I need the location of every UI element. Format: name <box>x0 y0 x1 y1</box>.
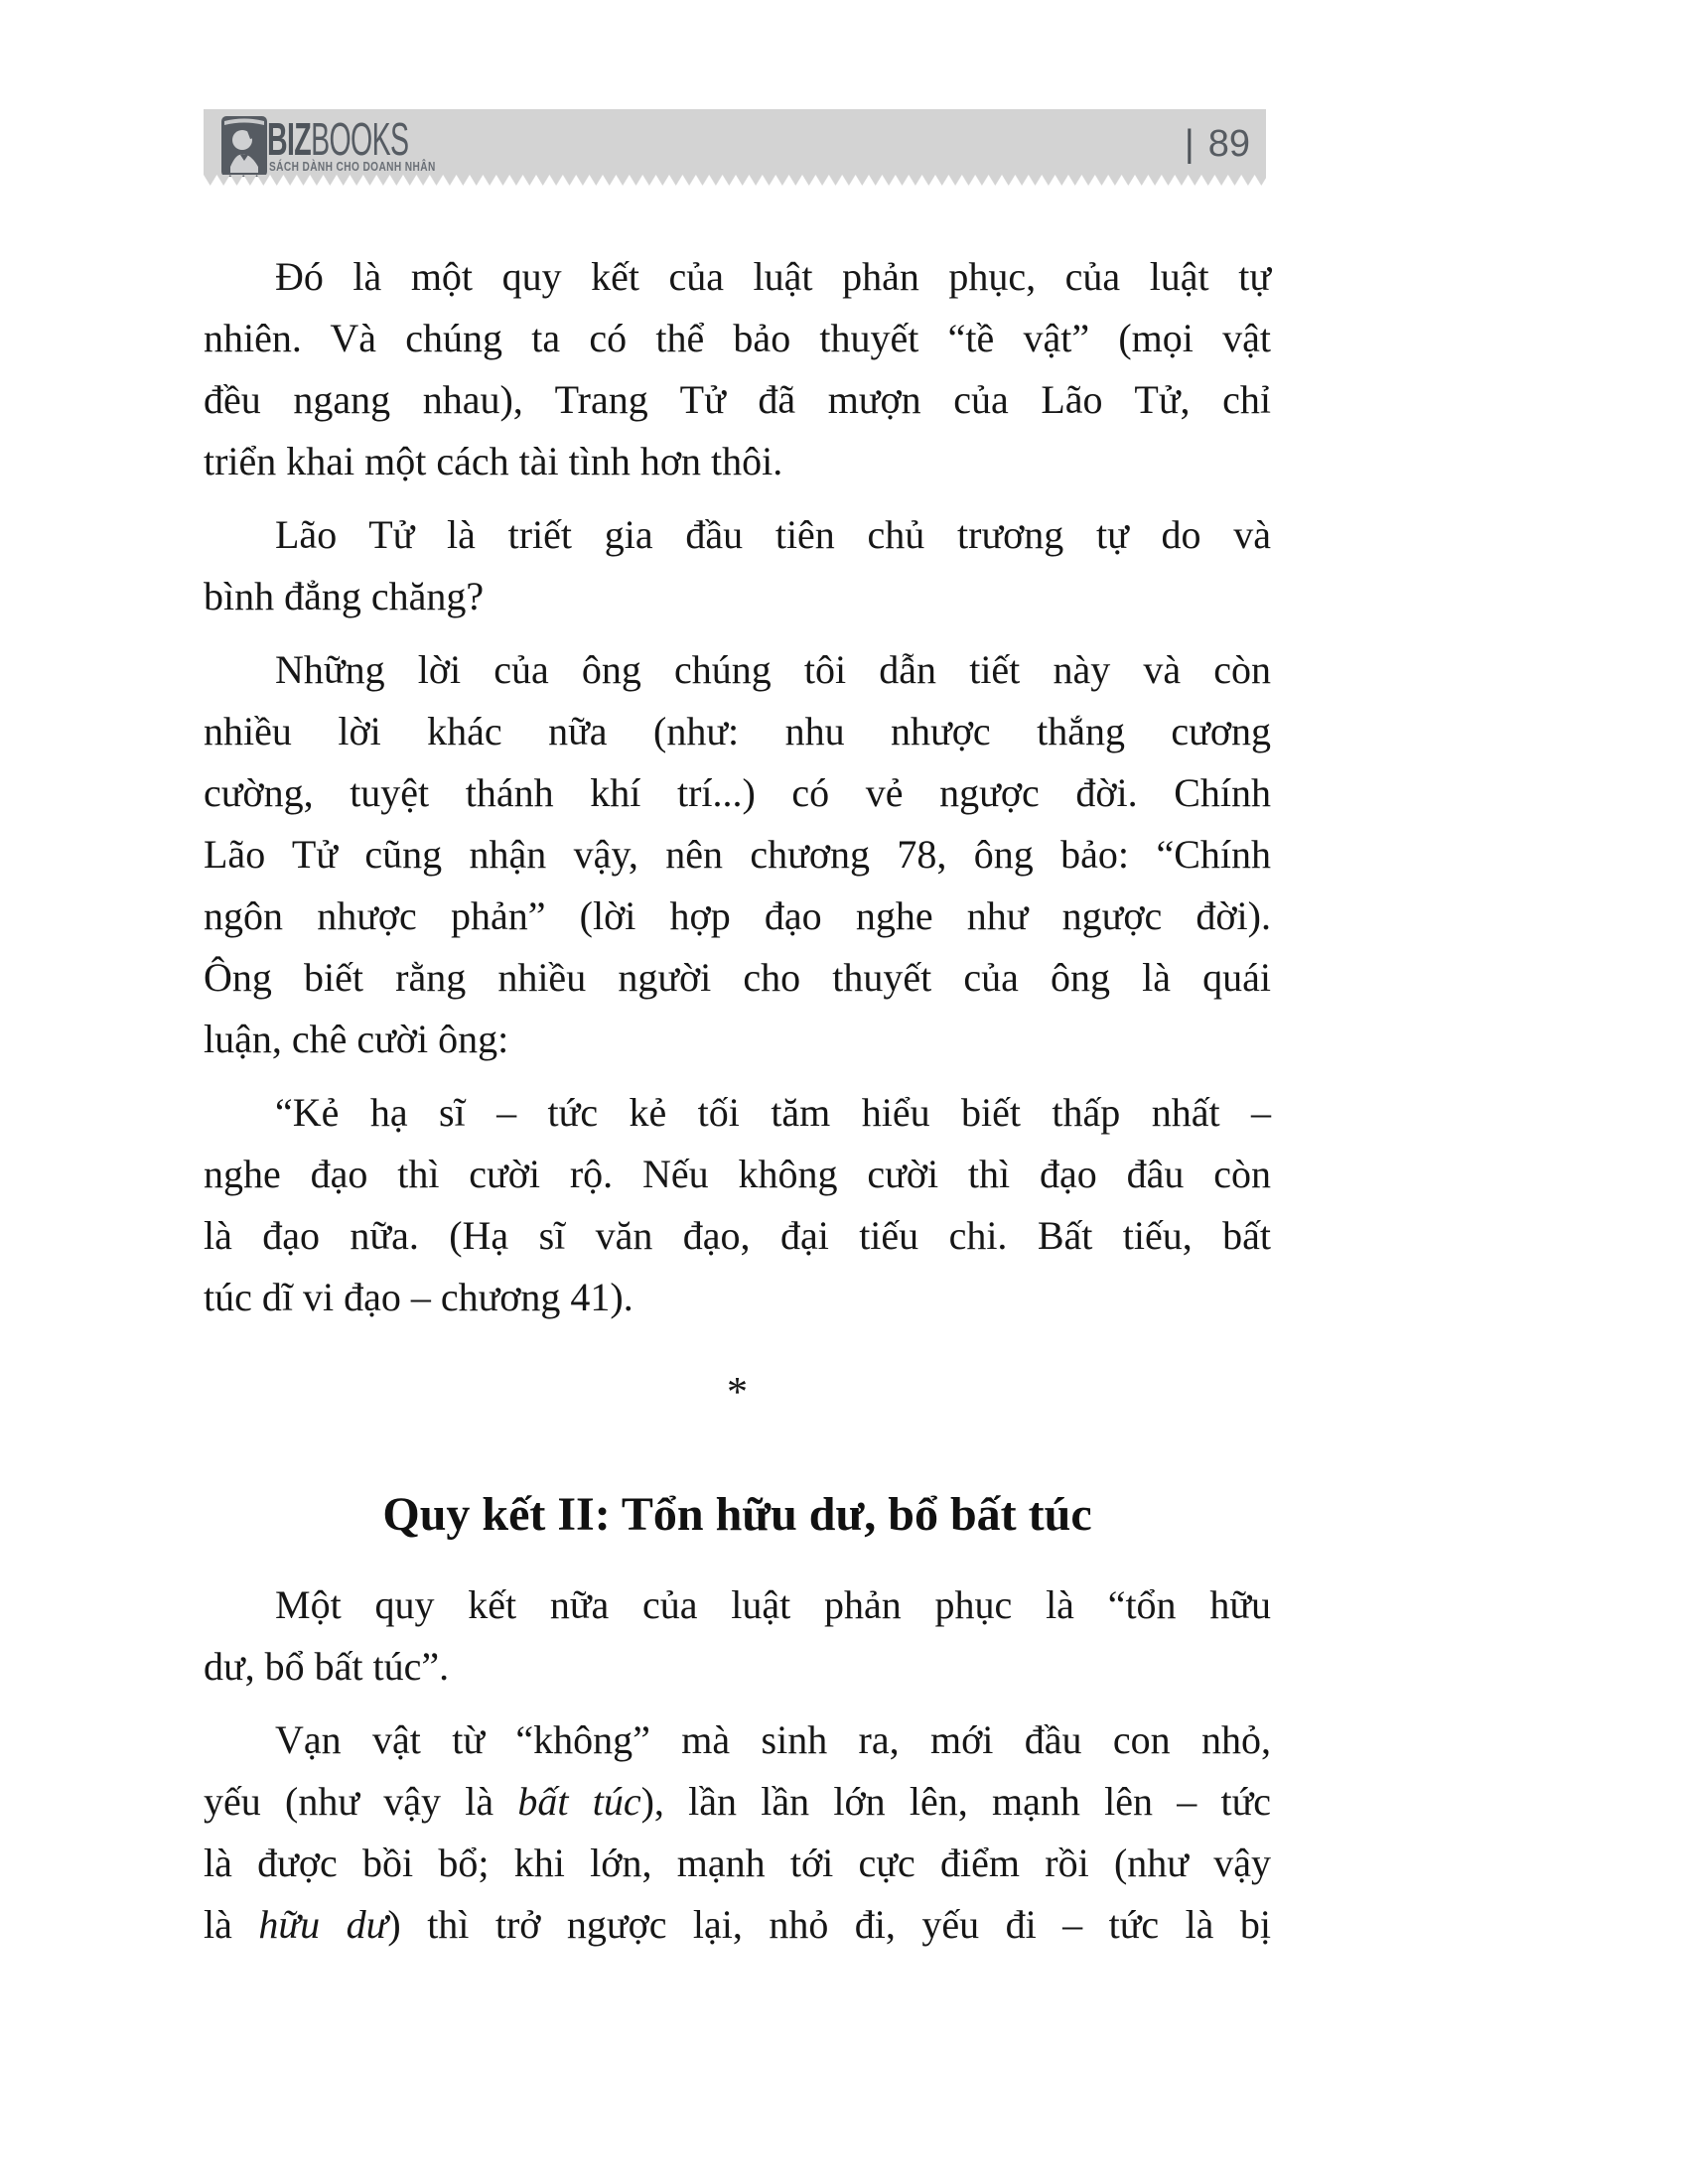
text-line: Một quy kết nữa của luật phản phục là “tổn hữu <box>275 1582 1271 1627</box>
pipe-separator: | <box>1184 123 1195 165</box>
body-text <box>204 246 1271 1956</box>
text-line: là được bồi bổ; khi lớn, mạnh tới cực điểm rồi (như vậy <box>204 1841 1271 1885</box>
brand-tagline: SÁCH DÀNH CHO DOANH NHÂN <box>269 159 436 174</box>
text-line: nhiên. Và chúng ta có thể bảo thuyết “tề vật” (mọi vật <box>204 316 1271 360</box>
text-line: túc dĩ vi đạo – chương 41). <box>204 1275 633 1319</box>
text-line: Vạn vật từ “không” mà sinh ra, mới đầu con nhỏ, <box>275 1717 1271 1762</box>
text-line: nhiều lời khác nữa (như: nhu nhược thắng cương <box>204 709 1271 753</box>
header-zigzag-edge <box>204 175 1266 186</box>
paragraph-1 <box>204 246 1271 492</box>
text-line: nghe đạo thì cười rộ. Nếu không cười thì đạo đâu còn <box>204 1152 1271 1196</box>
text-line: dư, bổ bất túc”. <box>204 1644 450 1689</box>
paragraph-3 <box>204 639 1271 1070</box>
text-line: là hữu dư) thì trở ngược lại, nhỏ đi, yếu đi – tức là bị <box>204 1902 1271 1947</box>
page-number: 89 <box>1207 123 1250 165</box>
text-line: Đó là một quy kết của luật phản phục, của luật tự <box>275 254 1271 299</box>
section-heading: Quy kết II: Tổn hữu dư, bổ bất túc <box>382 1488 1092 1541</box>
paragraph-4 <box>204 1082 1271 1328</box>
text-line: triển khai một cách tài tình hơn thôi. <box>204 439 783 483</box>
brand-biz: BIZ <box>267 113 312 165</box>
text-line: bình đẳng chăng? <box>204 574 485 618</box>
text-line: “Kẻ hạ sĩ – tức kẻ tối tăm hiểu biết thấp nhất – <box>275 1090 1271 1135</box>
text-line: luận, chê cười ông: <box>204 1017 509 1061</box>
text-line: yếu (như vậy là bất túc), lần lần lớn lên, mạnh lên – tức <box>204 1779 1272 1824</box>
brand-books: BOOKS <box>311 113 409 165</box>
text-line: Lão Tử cũng nhận vậy, nên chương 78, ông bảo: “Chính <box>204 832 1271 877</box>
text-line: Lão Tử là triết gia đầu tiên chủ trương tự do và <box>275 512 1271 557</box>
brand-text <box>267 113 409 165</box>
text-line: Những lời của ông chúng tôi dẫn tiết này và còn <box>275 647 1271 692</box>
text-line: đều ngang nhau), Trang Tử đã mượn của Lão Tử, chỉ <box>204 377 1271 422</box>
paragraph-6 <box>204 1709 1271 1956</box>
text-line: cường, tuyệt thánh khí trí...) có vẻ ngược đời. Chính <box>204 770 1271 815</box>
text-line: là đạo nữa. (Hạ sĩ văn đạo, đại tiếu chi. Bất tiếu, bất <box>204 1213 1271 1258</box>
text-line: Ông biết rằng nhiều người cho thuyết của ông là quái <box>204 955 1271 1000</box>
text-line: ngôn nhược phản” (lời hợp đạo nghe như ngược đời). <box>204 893 1271 938</box>
paragraph-5 <box>204 1574 1271 1698</box>
page-number-block <box>1185 123 1250 166</box>
header-bar <box>204 109 1266 175</box>
section-separator-asterisk: * <box>727 1370 748 1416</box>
bizbooks-logo-icon <box>220 115 268 178</box>
paragraph-2 <box>204 504 1271 627</box>
